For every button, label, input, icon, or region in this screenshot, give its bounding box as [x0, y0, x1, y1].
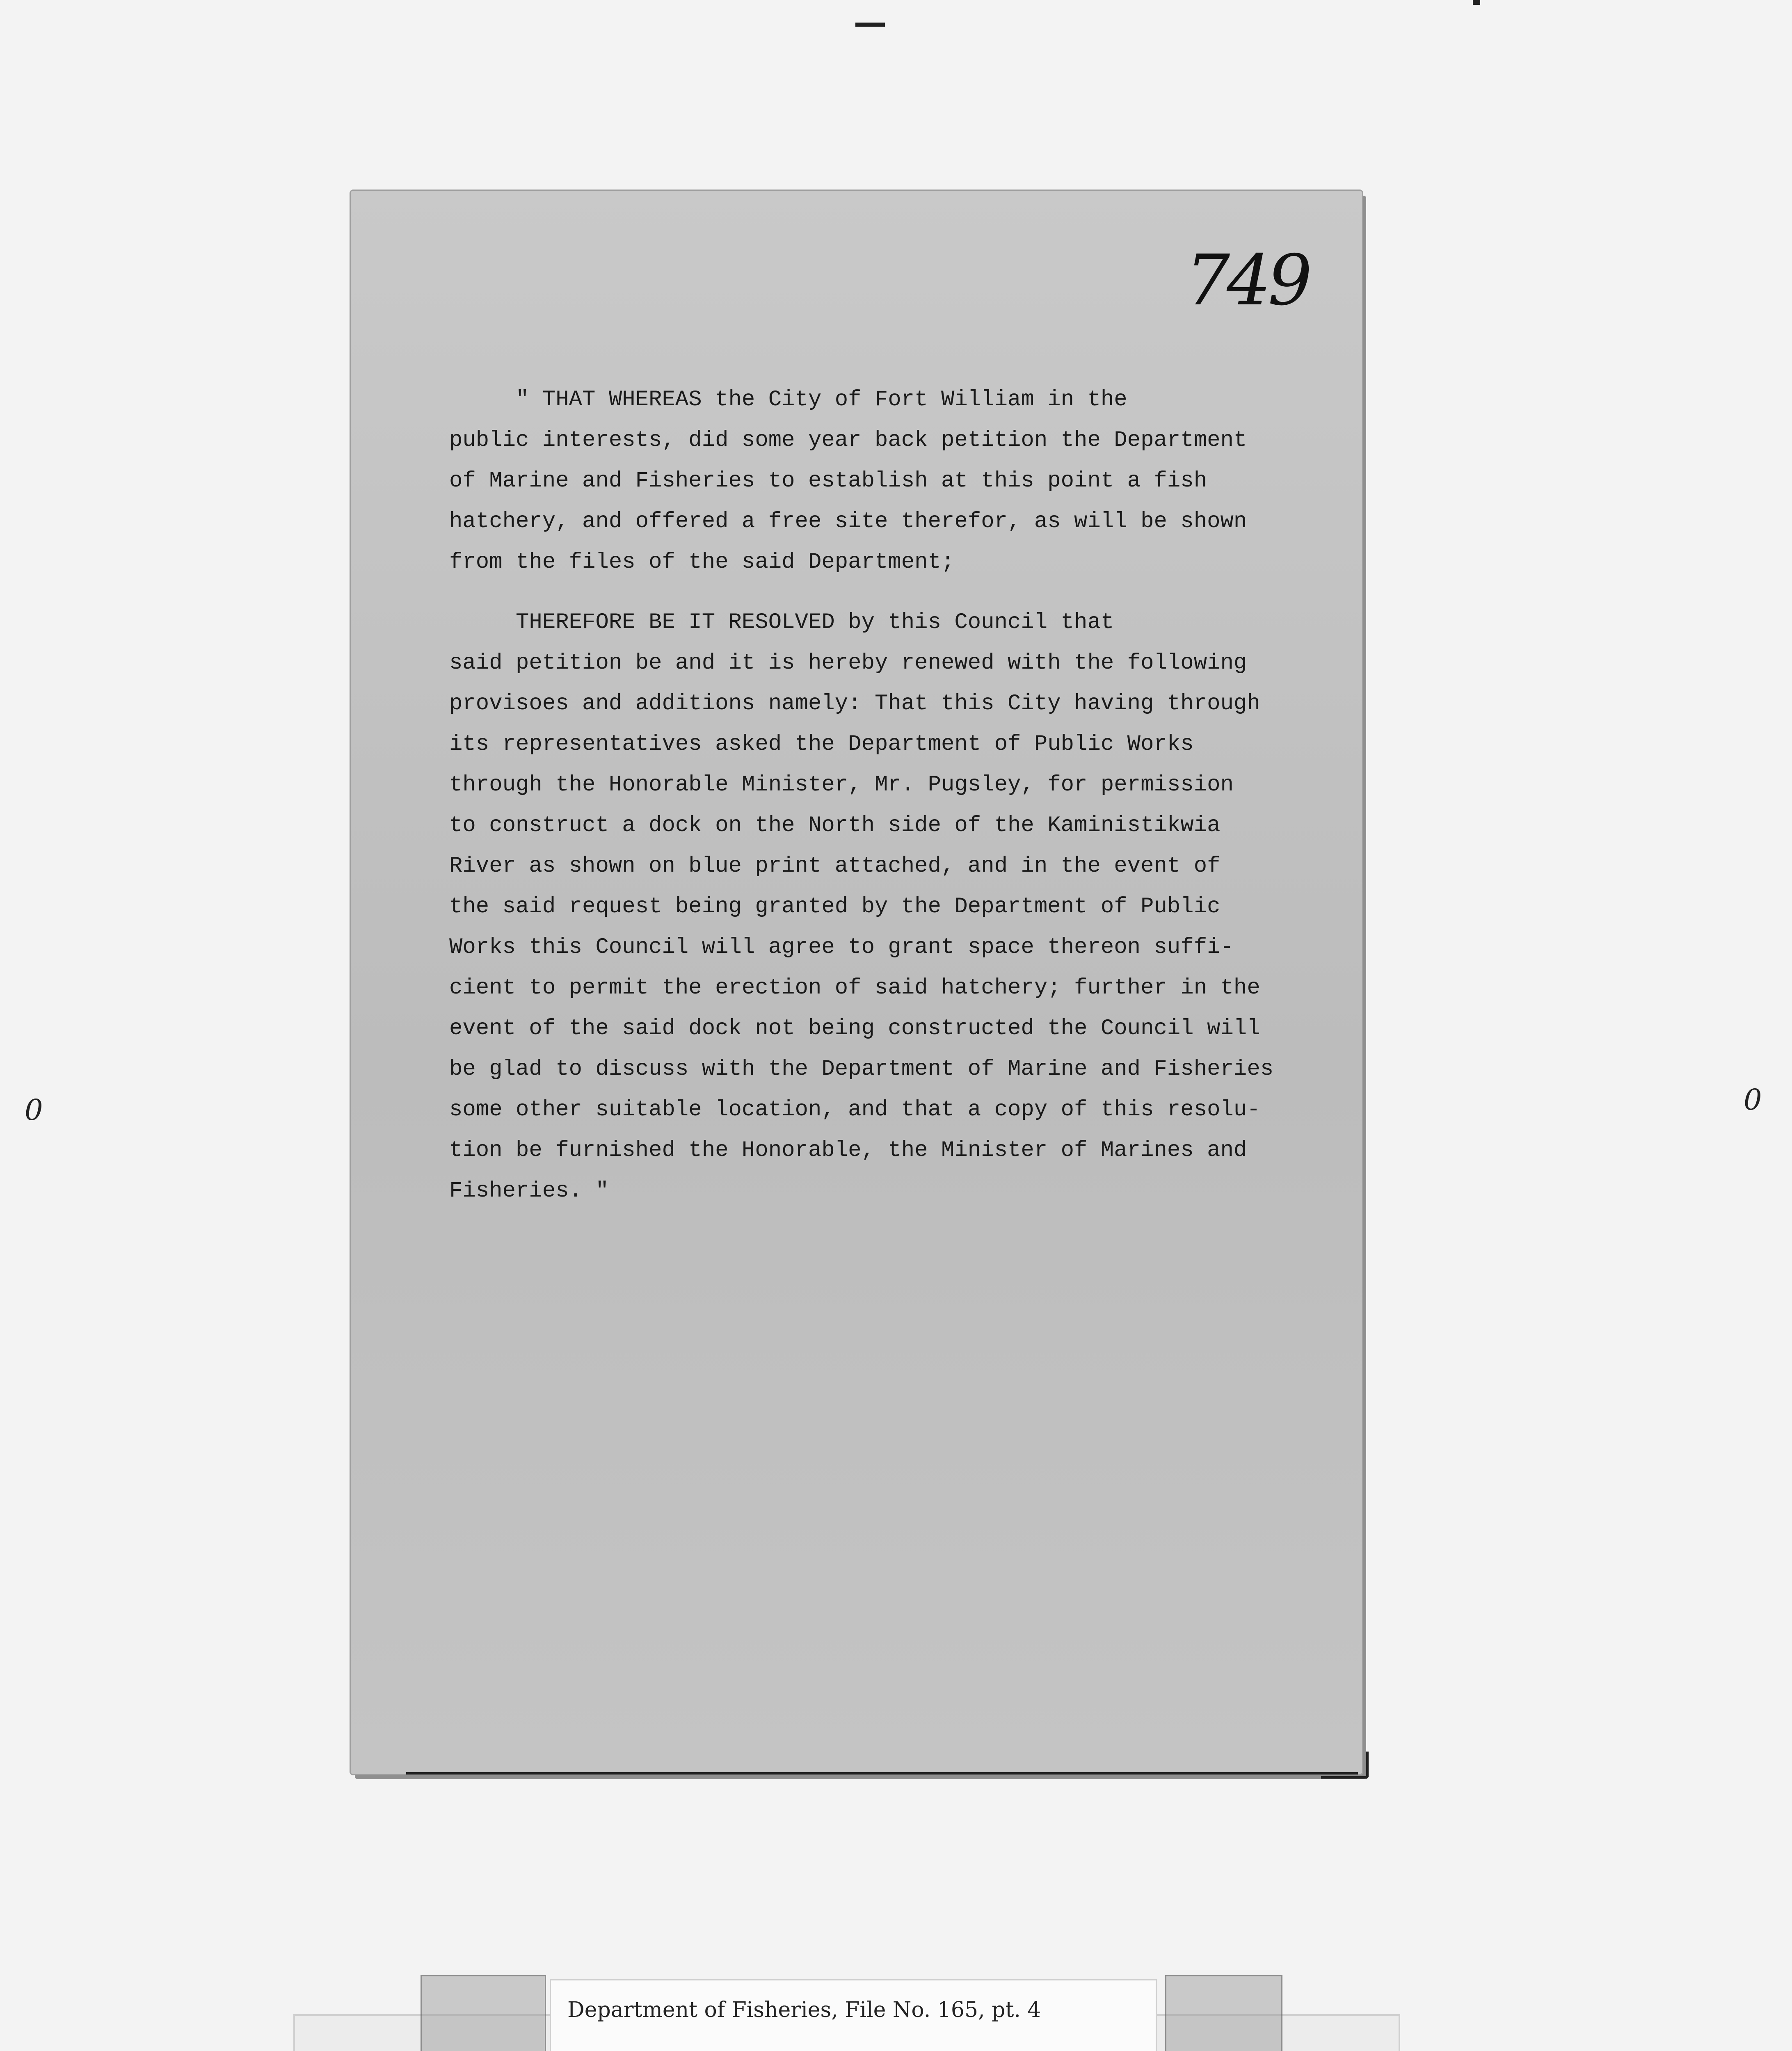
- page-corner: [1321, 1752, 1369, 1779]
- margin-mark-right: 0: [1744, 1083, 1762, 1117]
- file-reference-label: Department of Fisheries, File No. 165, pt. 4: [550, 1979, 1157, 2051]
- scan-mark: [855, 23, 885, 27]
- page-edge: [406, 1772, 1358, 1775]
- paragraph-resolved: THEREFORE BE IT RESOLVED by this Council that said petition be and it is hereby renewed with the following provisoes and additions namely: That this City having through its representatives asked the Department of Public Works through the Honorable Minister, Mr. Pugsley, for permission to construct a dock on the North side of the Kaministikwia River as shown on blue print attached, and in the event of the said request being granted by the Department of Public Works this Council will agree to grant space thereon suffi- cient to permit the erection of said hatchery; further in the event of the said dock not being constructed the Council will be glad to discuss with the Department of Marine and Fisheries some other suitable location, and that a copy of this resolu- tion be furnished the Honorable, the Minister of Marines and Fisheries. ": [449, 610, 1274, 1204]
- tape-piece: [1165, 1975, 1282, 2051]
- paragraph-whereas: " THAT WHEREAS the City of Fort William in the public interests, did some year back petition the Department of Marine and Fisheries to establish at this point a fish hatchery, and offered a free site therefor, as will be shown from the files of the said Department;: [449, 387, 1247, 575]
- folio-number: 749: [1186, 240, 1309, 321]
- tape-piece: [421, 1975, 546, 2051]
- scan-mark: [1473, 0, 1480, 5]
- margin-mark-left: 0: [25, 1093, 43, 1127]
